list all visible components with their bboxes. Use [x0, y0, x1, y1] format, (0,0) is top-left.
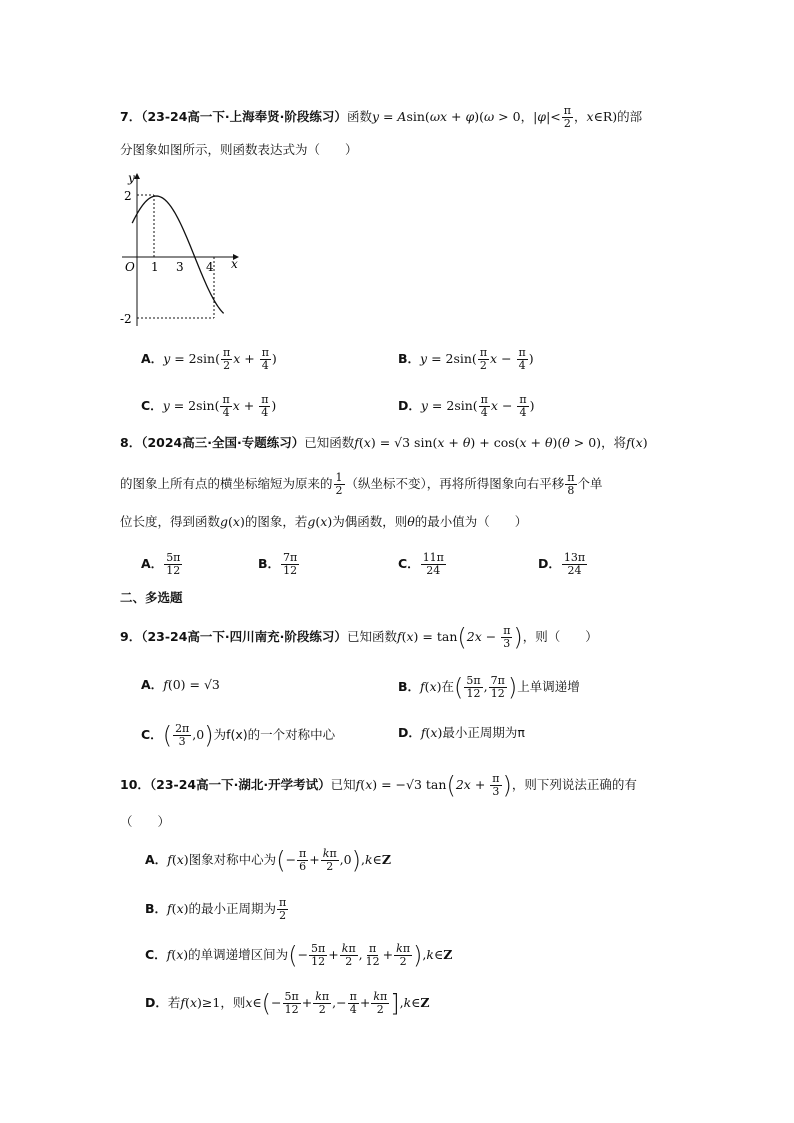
q10-option-c-label: C．	[145, 947, 167, 962]
q8-text-5: 个单	[577, 476, 603, 491]
q9-option-a-label: A．	[141, 677, 164, 692]
q7-formula: y = Asin(ωx + φ)(ω > 0	[371, 109, 521, 124]
q7-graph	[118, 168, 248, 330]
q7-option-a-label: A．	[141, 351, 164, 366]
q7-option-b[interactable]: B．y = 2sin( $\frac{\pi}{2}$ x − $\frac{\pi}{4}$ )	[398, 346, 534, 372]
q9-option-d[interactable]: D．f(x)最小正周期为π	[398, 725, 525, 740]
q8-text-7: 的图象，若	[244, 514, 308, 529]
q10-option-b-text: 的最小正周期为	[188, 901, 277, 916]
q7-sine-curve	[132, 196, 223, 313]
q7-origin-label: O	[125, 260, 135, 274]
section-multiple-choice-title: 二、多选题	[120, 590, 183, 605]
q8-formula: f(x) = √3 sin(x + θ) + cos(x + θ)(θ > 0)	[354, 435, 602, 450]
q8-stem-line1: 8．（2024高三·全国·专题练习）已知函数f(x) = √3 sin(x + θ) + cos(x + θ)(θ > 0)，将f(x)	[120, 435, 648, 450]
q8-option-b[interactable]	[258, 552, 300, 577]
q10-option-d[interactable]: D．若f(x)≥1，则x∈(− $\frac{5\pi}{12}$ + $\frac{k\pi}{2}$ ,− $\frac{\pi}{4}$ + $\frac{k\pi}{2}$ ],k∈Z	[145, 989, 430, 1018]
q8-option-a-num: 5π	[166, 551, 181, 564]
q7-tick-neg2: -2	[120, 312, 132, 326]
q8-stem-line2: 的图象上所有点的横坐标缩短为原来的 $\frac{1}{2}$ （纵坐标不变），再将所得图象向右平移 $\frac{\pi}{8}$ 个单	[120, 471, 603, 497]
q10-text-3: （ ）	[120, 814, 171, 829]
q7-option-b-label: B．	[398, 351, 421, 366]
q9-number: 9．	[120, 629, 142, 644]
q10-option-c[interactable]: C．f(x)的单调递增区间为(− $\frac{5\pi}{12}$ + $\frac{k\pi}{2}$ , $\frac{\pi}{12}$ + $\frac{k\pi}{2}$ ),k∈Z	[145, 941, 453, 970]
q7-option-d-label: D．	[398, 398, 421, 413]
q7-option-d[interactable]: D．y = 2sin( $\frac{\pi}{4}$ x − $\frac{\pi}{4}$ )	[398, 393, 535, 419]
q9-text-2: ，则（ ）	[522, 629, 598, 644]
q10-option-d-mid: ，则	[220, 995, 246, 1010]
q7-tick-3: 3	[176, 260, 184, 274]
q7-stem-c: 分图象如图所示，则函数表达式为（ ）	[120, 142, 358, 157]
q10-formula: f(x) = −√3 tan	[355, 777, 447, 792]
q8-option-d[interactable]	[538, 552, 588, 577]
q7-option-c[interactable]: C．y = 2sin( $\frac{\pi}{4}$ x + $\frac{\pi}{4}$ )	[141, 393, 277, 419]
q9-formula: f(x) = tan	[396, 629, 458, 644]
q9-option-c[interactable]: C．( $\frac{2\pi}{3}$ ,0)为f(x)的一个对称中心	[141, 721, 336, 750]
q10-option-a[interactable]: A．f(x)图象对称中心为(− $\frac{\pi}{6}$ + $\frac{k\pi}{2}$ ,0),k∈Z	[145, 846, 391, 875]
q10-option-b-label: B．	[145, 901, 168, 916]
q7-option-a[interactable]: A．y = 2sin( $\frac{\pi}{2}$ x + $\frac{\pi}{4}$ )	[141, 346, 277, 372]
q10-option-c-text: 的单调递增区间为	[188, 947, 289, 962]
q7-stem-b: 的部	[617, 109, 643, 124]
q8-option-b-den: 12	[283, 564, 298, 577]
q8-text-8: 为偶函数，则	[332, 514, 408, 529]
q8-stem-line3: 位长度，得到函数g(x)的图象，若g(x)为偶函数，则θ的最小值为（ ）	[120, 514, 528, 529]
q10-option-d-pre: 若	[167, 995, 181, 1010]
q8-text-2: ，将	[601, 435, 627, 450]
q8-option-a-den: 12	[166, 564, 181, 577]
q8-option-d-num: 13π	[563, 551, 586, 564]
q8-source: （2024高三·全国·专题练习）	[141, 435, 305, 450]
q9-option-c-label: C．	[141, 727, 163, 742]
q8-option-d-den: 24	[567, 564, 582, 577]
q8-text-4: （纵坐标不变），再将所得图象向右平移	[345, 476, 565, 491]
q10-option-a-text: 图象对称中心为	[188, 852, 277, 867]
q7-stem-line2	[120, 140, 358, 160]
q9-option-b-label: B．	[398, 679, 421, 694]
q7-number: 7．	[120, 109, 142, 124]
q7-y-label: y	[128, 171, 135, 185]
q7-tick-1: 1	[151, 260, 159, 274]
q7-tick-2: 2	[124, 189, 132, 203]
q9-option-d-label: D．	[398, 725, 421, 740]
q10-source: （23-24高一下·湖北·开学考试）	[149, 777, 331, 792]
q10-option-d-label: D．	[145, 995, 168, 1010]
q9-option-b[interactable]: B．f(x)在( $\frac{5\pi}{12}$ , $\frac{7\pi}{12}$ )上单调递增	[398, 673, 580, 702]
q7-frac-pi-2: $\frac{\pi}{2}$	[563, 104, 571, 130]
q8-option-c[interactable]	[398, 552, 447, 577]
q9-text-1: 已知函数	[346, 629, 397, 644]
q8-option-b-num: 7π	[283, 551, 298, 564]
q8-number: 8．	[120, 435, 142, 450]
q8-option-a[interactable]	[141, 552, 183, 577]
q9-source: （23-24高一下·四川南充·阶段练习）	[141, 629, 347, 644]
q7-stem-a: 函数	[346, 109, 372, 124]
q8-option-c-num: 11π	[422, 551, 444, 564]
q9-option-c-post: 为f(x)的一个对称中心	[213, 727, 336, 742]
q7-stem-line1: 7．（23-24高一下·上海奉贤·阶段练习）函数y = Asin(ωx + φ)(ω > 0，|φ|< $\frac{\pi}{2}$ ，x∈R)的部	[120, 104, 643, 130]
q7-option-c-label: C．	[141, 398, 163, 413]
q8-option-b-label: B．	[258, 556, 281, 571]
q7-source: （23-24高一下·上海奉贤·阶段练习）	[141, 109, 347, 124]
q10-stem-line2	[120, 812, 170, 832]
q7-x-label: x	[231, 257, 238, 271]
q8-text-1: 已知函数	[304, 435, 355, 450]
q9-option-d-post: 最小正周期为π	[442, 725, 525, 740]
q9-option-b-post: 上单调递增	[517, 679, 580, 694]
q8-text-6: 位长度，得到函数	[120, 514, 221, 529]
q8-option-c-den: 24	[426, 564, 441, 577]
q9-stem: 9．（23-24高一下·四川南充·阶段练习）已知函数f(x) = tan(2x − $\frac{\pi}{3}$ )，则（ ）	[120, 623, 598, 652]
q8-text-9: 的最小值为（ ）	[414, 514, 528, 529]
q8-option-a-label: A．	[141, 556, 164, 571]
q10-number: 10．	[120, 777, 150, 792]
q9-option-b-pre: 在	[441, 679, 455, 694]
q7-tick-4: 4	[206, 260, 214, 274]
q8-option-d-label: D．	[538, 556, 561, 571]
q10-option-a-label: A．	[145, 852, 168, 867]
q10-text-2: ，则下列说法正确的有	[511, 777, 637, 792]
q10-option-b[interactable]: B．f(x)的最小正周期为 $\frac{\pi}{2}$	[145, 896, 287, 922]
q10-text-1: 已知	[330, 777, 356, 792]
q8-text-3: 的图象上所有点的横坐标缩短为原来的	[120, 476, 333, 491]
q10-stem-line1: 10．（23-24高一下·湖北·开学考试）已知f(x) = −√3 tan(2x + $\frac{\pi}{3}$ )，则下列说法正确的有	[120, 771, 637, 800]
q8-option-c-label: C．	[398, 556, 420, 571]
q9-option-a[interactable]: A．f(0) = √3	[141, 677, 220, 692]
